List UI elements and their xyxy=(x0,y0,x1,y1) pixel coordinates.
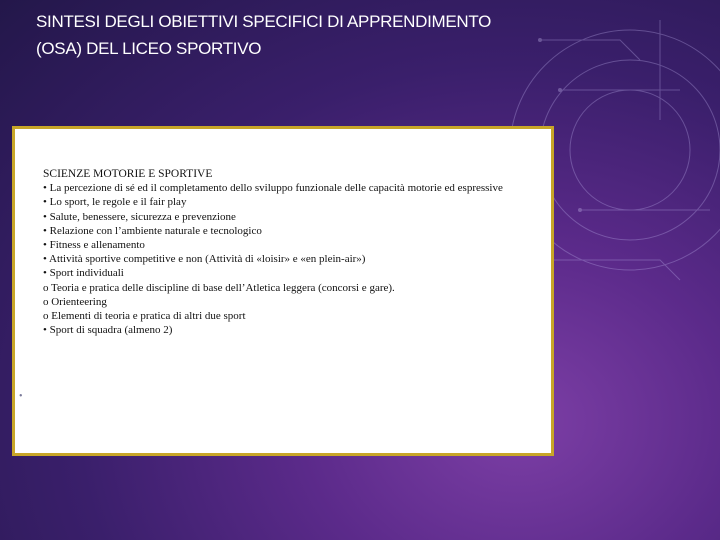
list-item: • Fitness e allenamento xyxy=(43,239,145,252)
list-item: • Sport di squadra (almeno 2) xyxy=(43,324,173,337)
list-item: o Elementi di teoria e pratica di altri due sport xyxy=(43,310,246,323)
list-item: • Lo sport, le regole e il fair play xyxy=(43,196,187,209)
list-item: o Orienteering xyxy=(43,295,107,308)
list-item: • Attività sportive competitive e non (Attività di «loisir» e «en plein-air») xyxy=(43,253,366,266)
list-item: • Relazione con l’ambiente naturale e tecnologico xyxy=(43,224,262,237)
slide-title xyxy=(36,8,596,62)
list-item: • La percezione di sé ed il completamento dello sviluppo funzionale delle capacità motorie ed espressive xyxy=(43,182,503,195)
slide-title-line-1: SINTESI DEGLI OBIETTIVI SPECIFICI DI APPRENDIMENTO xyxy=(36,12,492,31)
footer-bullet-mark: • xyxy=(19,391,23,402)
list-item: o Teoria e pratica delle discipline di base dell’Atletica leggera (concorsi e gare). xyxy=(43,281,395,294)
content-card xyxy=(12,126,554,456)
list-item: • Sport individuali xyxy=(43,267,124,280)
list-item: • Salute, benessere, sicurezza e prevenzione xyxy=(43,210,236,223)
card-heading: SCIENZE MOTORIE E SPORTIVE xyxy=(43,168,213,180)
card-content xyxy=(43,167,543,337)
slide-title-line-2: (OSA) DEL LICEO SPORTIVO xyxy=(36,39,262,58)
